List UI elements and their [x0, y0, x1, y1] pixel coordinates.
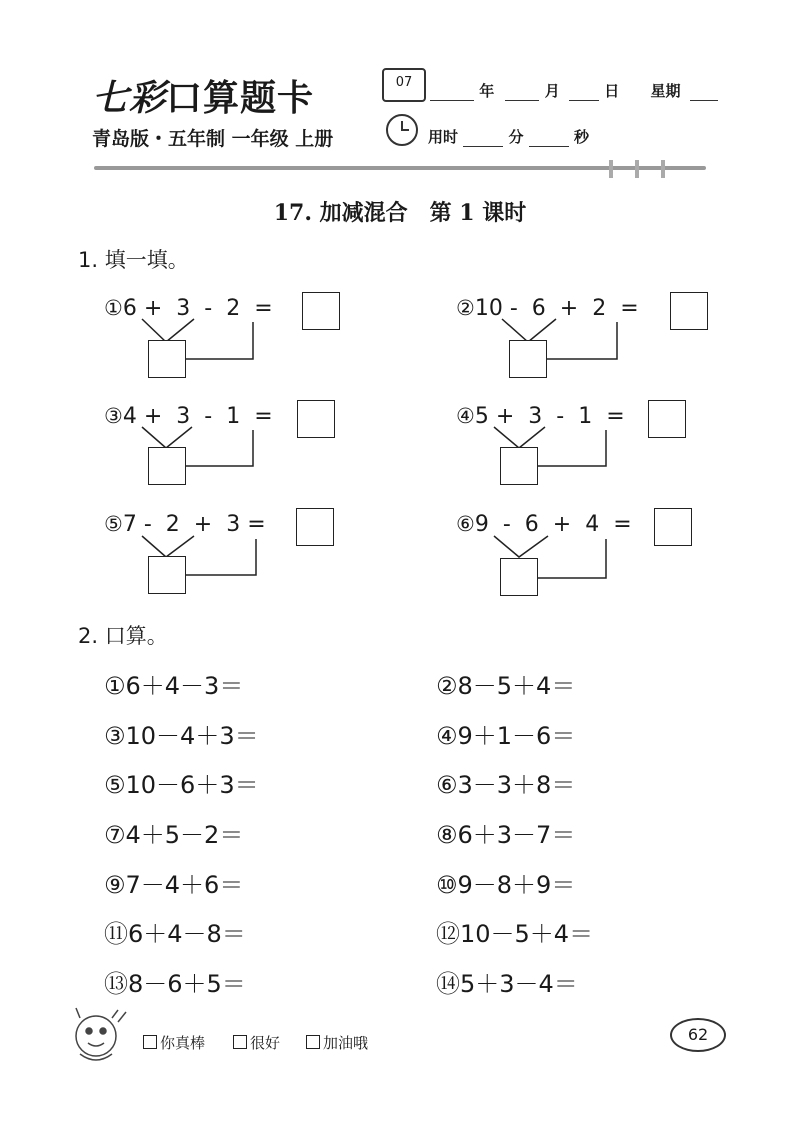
checkbox-icon[interactable] [143, 1035, 157, 1049]
drill-item: ④9＋1－6＝ [436, 722, 576, 750]
brand-part2: 口算题卡 [166, 78, 315, 119]
checkbox-icon[interactable] [306, 1035, 320, 1049]
fill-item-1-expression: ①6 + 3 - 2 = [104, 296, 273, 321]
fill-item-4-expression: ④5 + 3 - 1 = [456, 404, 625, 429]
brand-part1: 七彩 [92, 78, 167, 119]
edition-subtitle: 青岛版・五年制 一年级 上册 [92, 128, 334, 150]
drill-item: ①6＋4－3＝ [104, 672, 244, 700]
day-label: 日 [604, 82, 620, 100]
second-label: 秒 [573, 128, 589, 146]
rating-option-good[interactable]: 很好 [233, 1032, 280, 1053]
fill-item-6-expression: ⑥9 - 6 + 4 = [456, 512, 632, 537]
drill-item: ⑧6＋3－7＝ [436, 821, 576, 849]
drill-item: ⑬8－6＋5＝ [104, 970, 246, 998]
month-label: 月 [544, 82, 560, 100]
calendar-number: 07 [395, 75, 413, 90]
drill-item: ⑦4＋5－2＝ [104, 821, 244, 849]
drill-item: ③10－4＋3＝ [104, 722, 259, 750]
weekday-label: 星期 [650, 82, 681, 100]
drill-item: ⑪6＋4－8＝ [104, 920, 246, 948]
checkbox-icon[interactable] [233, 1035, 247, 1049]
time-label: 用时 [428, 128, 459, 146]
fill-item-5-expression: ⑤7 - 2 + 3 = [104, 512, 266, 537]
fill-item-3-expression: ③4 + 3 - 1 = [104, 404, 273, 429]
lesson-title: 17. 加减混合 第 1 课时 [273, 200, 527, 226]
year-label: 年 [479, 82, 495, 100]
drill-item: ⑥3－3＋8＝ [436, 771, 576, 799]
drill-item: ⑭5＋3－4＝ [436, 970, 578, 998]
fill-item-2-expression: ②10 - 6 + 2 = [456, 296, 639, 321]
drill-item: ⑫10－5＋4＝ [436, 920, 594, 948]
rating-option-great[interactable]: 你真棒 [143, 1032, 205, 1053]
drill-item: ⑩9－8＋9＝ [436, 871, 576, 899]
minute-label: 分 [508, 128, 524, 146]
drill-item: ⑨7－4＋6＝ [104, 871, 244, 899]
section1-title: 1. 填一填。 [78, 248, 189, 272]
section2-title: 2. 口算。 [78, 624, 168, 648]
rating-option-keep-trying[interactable]: 加油哦 [306, 1032, 368, 1053]
page-number: 62 [670, 1018, 726, 1052]
drill-item: ②8－5＋4＝ [436, 672, 576, 700]
drill-item: ⑤10－6＋3＝ [104, 771, 259, 799]
